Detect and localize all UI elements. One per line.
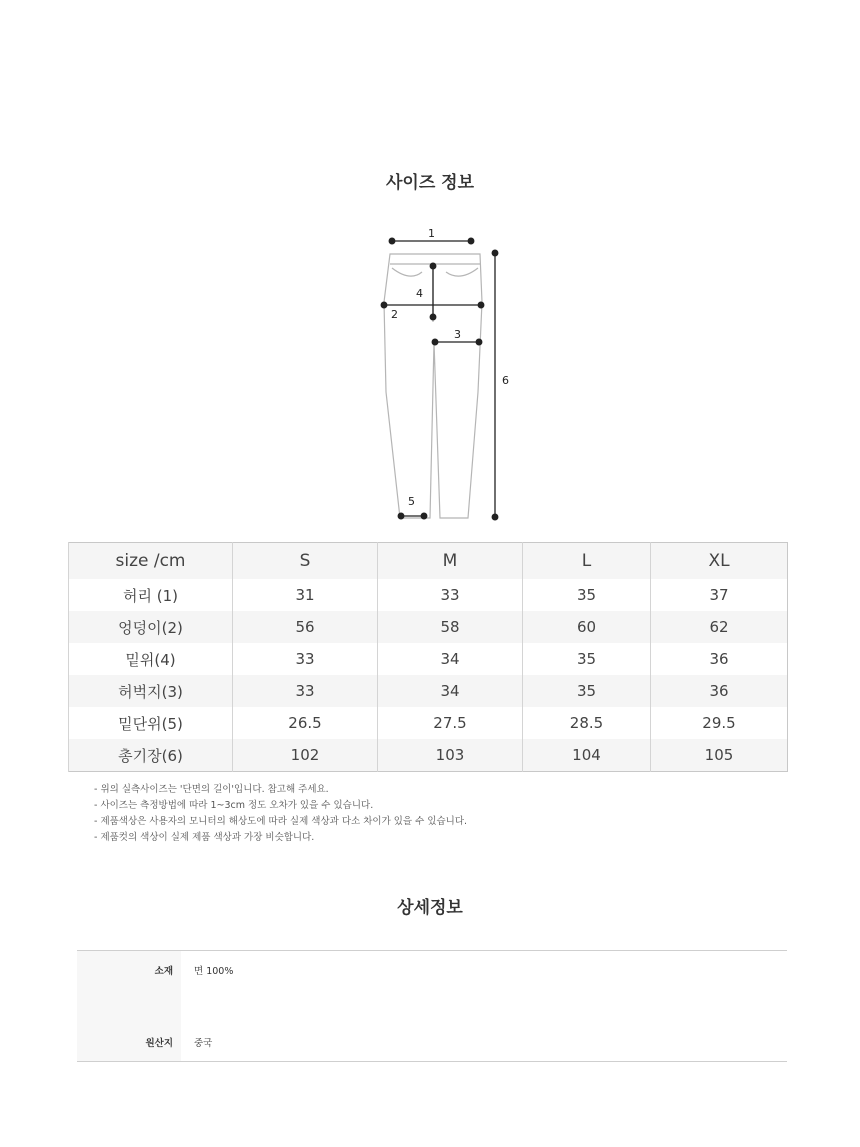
origin-value: 중국 [194,1038,213,1049]
header-cell: L [523,543,651,580]
table-cell: 27.5 [378,707,523,739]
detail-info-title: 상세정보 [397,898,463,918]
table-cell: 56 [233,611,378,643]
material-label: 소재 [154,966,173,977]
table-cell: 35 [523,643,651,675]
table-cell: 34 [378,643,523,675]
table-cell: 36 [651,675,788,707]
header-cell: M [378,543,523,580]
table-cell: 34 [378,675,523,707]
size-info-title: 사이즈 정보 [385,173,475,193]
table-cell: 60 [523,611,651,643]
row-label: 총기장(6) [69,739,233,772]
material-value: 면 100% [194,966,234,977]
note-line: - 사이즈는 측정방법에 따라 1~3cm 정도 오차가 있을 수 있습니다. [94,800,374,811]
row-label: 밑단위(5) [69,707,233,739]
detail-info-table [77,950,787,1062]
note-line: - 제품색상은 사용자의 모니터의 해상도에 따라 실제 색상과 다소 차이가 있을 수 있습니다. [94,816,468,827]
table-row [69,611,788,643]
diagram-label-6: 6 [502,374,509,387]
size-table [68,542,788,772]
row-label: 엉덩이(2) [69,611,233,643]
table-cell: 62 [651,611,788,643]
table-cell: 36 [651,643,788,675]
table-cell: 28.5 [523,707,651,739]
header-cell: S [233,543,378,580]
table-cell: 31 [233,579,378,611]
table-row [69,675,788,707]
table-cell: 35 [523,579,651,611]
size-table-header-row [69,543,788,580]
row-label: 허벅지(3) [69,675,233,707]
header-cell: size /cm [69,543,233,580]
table-cell: 58 [378,611,523,643]
size-notes [94,782,467,846]
row-label: 허리 (1) [69,579,233,611]
pocket-right [446,268,478,276]
table-row [69,739,788,772]
diagram-label-3: 3 [454,328,461,341]
table-cell: 33 [233,643,378,675]
note-line: - 제품컷의 색상이 실제 제품 색상과 가장 비슷합니다. [94,832,315,843]
diagram-label-2: 2 [391,308,398,321]
table-cell: 102 [233,739,378,772]
row-label: 밑위(4) [69,643,233,675]
pocket-left [392,268,422,276]
table-row [69,707,788,739]
diagram-label-1: 1 [428,227,435,240]
table-row [69,643,788,675]
header-cell: XL [651,543,788,580]
diagram-label-4: 4 [416,287,423,300]
table-cell: 37 [651,579,788,611]
table-row [69,579,788,611]
table-cell: 33 [378,579,523,611]
table-cell: 35 [523,675,651,707]
table-cell: 104 [523,739,651,772]
origin-label: 원산지 [145,1038,173,1049]
table-cell: 103 [378,739,523,772]
table-cell: 33 [233,675,378,707]
pants-measurement-diagram [370,222,520,527]
table-cell: 26.5 [233,707,378,739]
note-line: - 위의 실측사이즈는 '단면의 길이'입니다. 참고해 주세요. [94,784,329,795]
diagram-label-5: 5 [408,495,415,508]
table-cell: 105 [651,739,788,772]
table-cell: 29.5 [651,707,788,739]
